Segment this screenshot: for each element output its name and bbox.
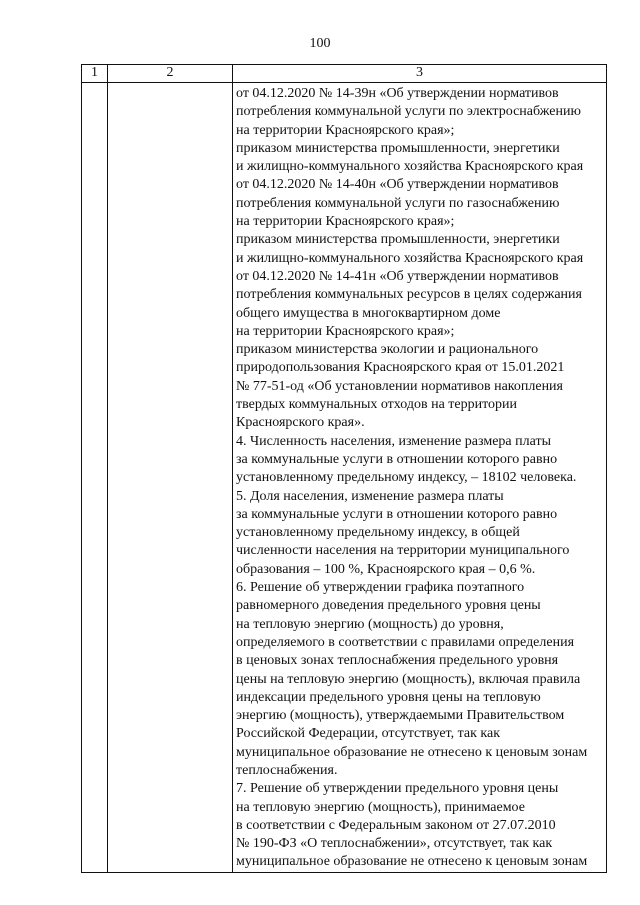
text-line: № 190-ФЗ «О теплоснабжении», отсутствует, так как	[236, 836, 553, 852]
column-3-cell	[233, 83, 607, 873]
page-number: 100	[309, 36, 331, 51]
text-line: от 04.12.2020 № 14-40н «Об утверждении нормативов	[236, 177, 559, 193]
text-line: индексации предельного уровня цены на тепловую	[236, 689, 541, 705]
text-line: на тепловую энергию (мощность) до уровня,	[236, 616, 504, 632]
column-3-text	[233, 83, 606, 872]
text-line: 7. Решение об утверждении предельного уровня цены	[236, 781, 559, 797]
text-line: теплоснабжения.	[236, 762, 338, 778]
text-line: потребления коммунальных ресурсов в целях содержания	[236, 287, 582, 303]
text-line: потребления коммунальной услуги по электроснабжению	[236, 104, 581, 120]
text-line: на территории Красноярского края»;	[236, 122, 455, 138]
text-line: за коммунальные услуги в отношении которого равно	[236, 506, 558, 522]
column-header-1: 1	[82, 65, 108, 83]
text-line: 6. Решение об утверждении графика поэтапного	[236, 580, 525, 596]
text-line: и жилищно-коммунального хозяйства Красноярского края	[236, 159, 584, 175]
text-line: и жилищно-коммунального хозяйства Красноярского края	[236, 250, 584, 266]
text-line: приказом министерства промышленности, энергетики	[236, 140, 560, 156]
text-line: № 77-51-од «Об установлении нормативов накопления	[236, 378, 563, 394]
table-header-row	[82, 65, 607, 83]
column-header-3: 3	[233, 65, 607, 83]
text-line: за коммунальные услуги в отношении которого равно	[236, 451, 558, 467]
text-line: твердых коммунальных отходов на территории	[236, 397, 518, 413]
column-2-cell	[108, 83, 233, 873]
text-line: от 04.12.2020 № 14-41н «Об утверждении нормативов	[236, 268, 559, 284]
text-line: образования – 100 %, Красноярского края – 0,6 %.	[236, 561, 536, 577]
text-line: приказом министерства экологии и рационального	[236, 342, 539, 358]
text-line: цены на тепловую энергию (мощность), включая правила	[236, 671, 581, 687]
text-line: установленному предельному индексу, – 18102 человека.	[236, 470, 577, 486]
text-line: в соответствии с Федеральным законом от 27.07.2010	[236, 817, 556, 833]
text-line: на тепловую энергию (мощность), принимаемое	[236, 799, 525, 815]
text-line: 5. Доля населения, изменение размера платы	[236, 488, 504, 504]
text-line: природопользования Красноярского края от 15.01.2021	[236, 360, 565, 376]
text-line: энергию (мощность), утверждаемыми Правительством	[236, 708, 565, 724]
text-line: общего имущества в многоквартирном доме	[236, 305, 501, 321]
column-1-cell	[82, 83, 108, 873]
text-line: Российской Федерации, отсутствует, так как	[236, 726, 501, 742]
text-line: муниципальное образование не отнесено к ценовым зонам	[236, 744, 588, 760]
text-line: муниципальное образование не отнесено к ценовым зонам	[236, 854, 588, 870]
text-line: приказом министерства промышленности, энергетики	[236, 232, 560, 248]
table-row	[82, 83, 607, 873]
document-table	[81, 64, 607, 873]
text-line: 4. Численность населения, изменение размера платы	[236, 433, 551, 449]
text-line: в ценовых зонах теплоснабжения предельного уровня	[236, 653, 559, 669]
text-line: потребления коммунальной услуги по газоснабжению	[236, 195, 560, 211]
text-line: определяемого в соответствии с правилами определения	[236, 634, 575, 650]
text-line: Красноярского края».	[236, 415, 365, 431]
text-line: установленному предельному индексу, в общей	[236, 525, 520, 541]
column-header-2: 2	[108, 65, 233, 83]
text-line: на территории Красноярского края»;	[236, 214, 455, 230]
text-line: равномерного доведения предельного уровня цены	[236, 598, 541, 614]
text-line: численности населения на территории муниципального	[236, 543, 570, 559]
text-line: на территории Красноярского края»;	[236, 323, 455, 339]
text-line: от 04.12.2020 № 14-39н «Об утверждении нормативов	[236, 86, 559, 101]
